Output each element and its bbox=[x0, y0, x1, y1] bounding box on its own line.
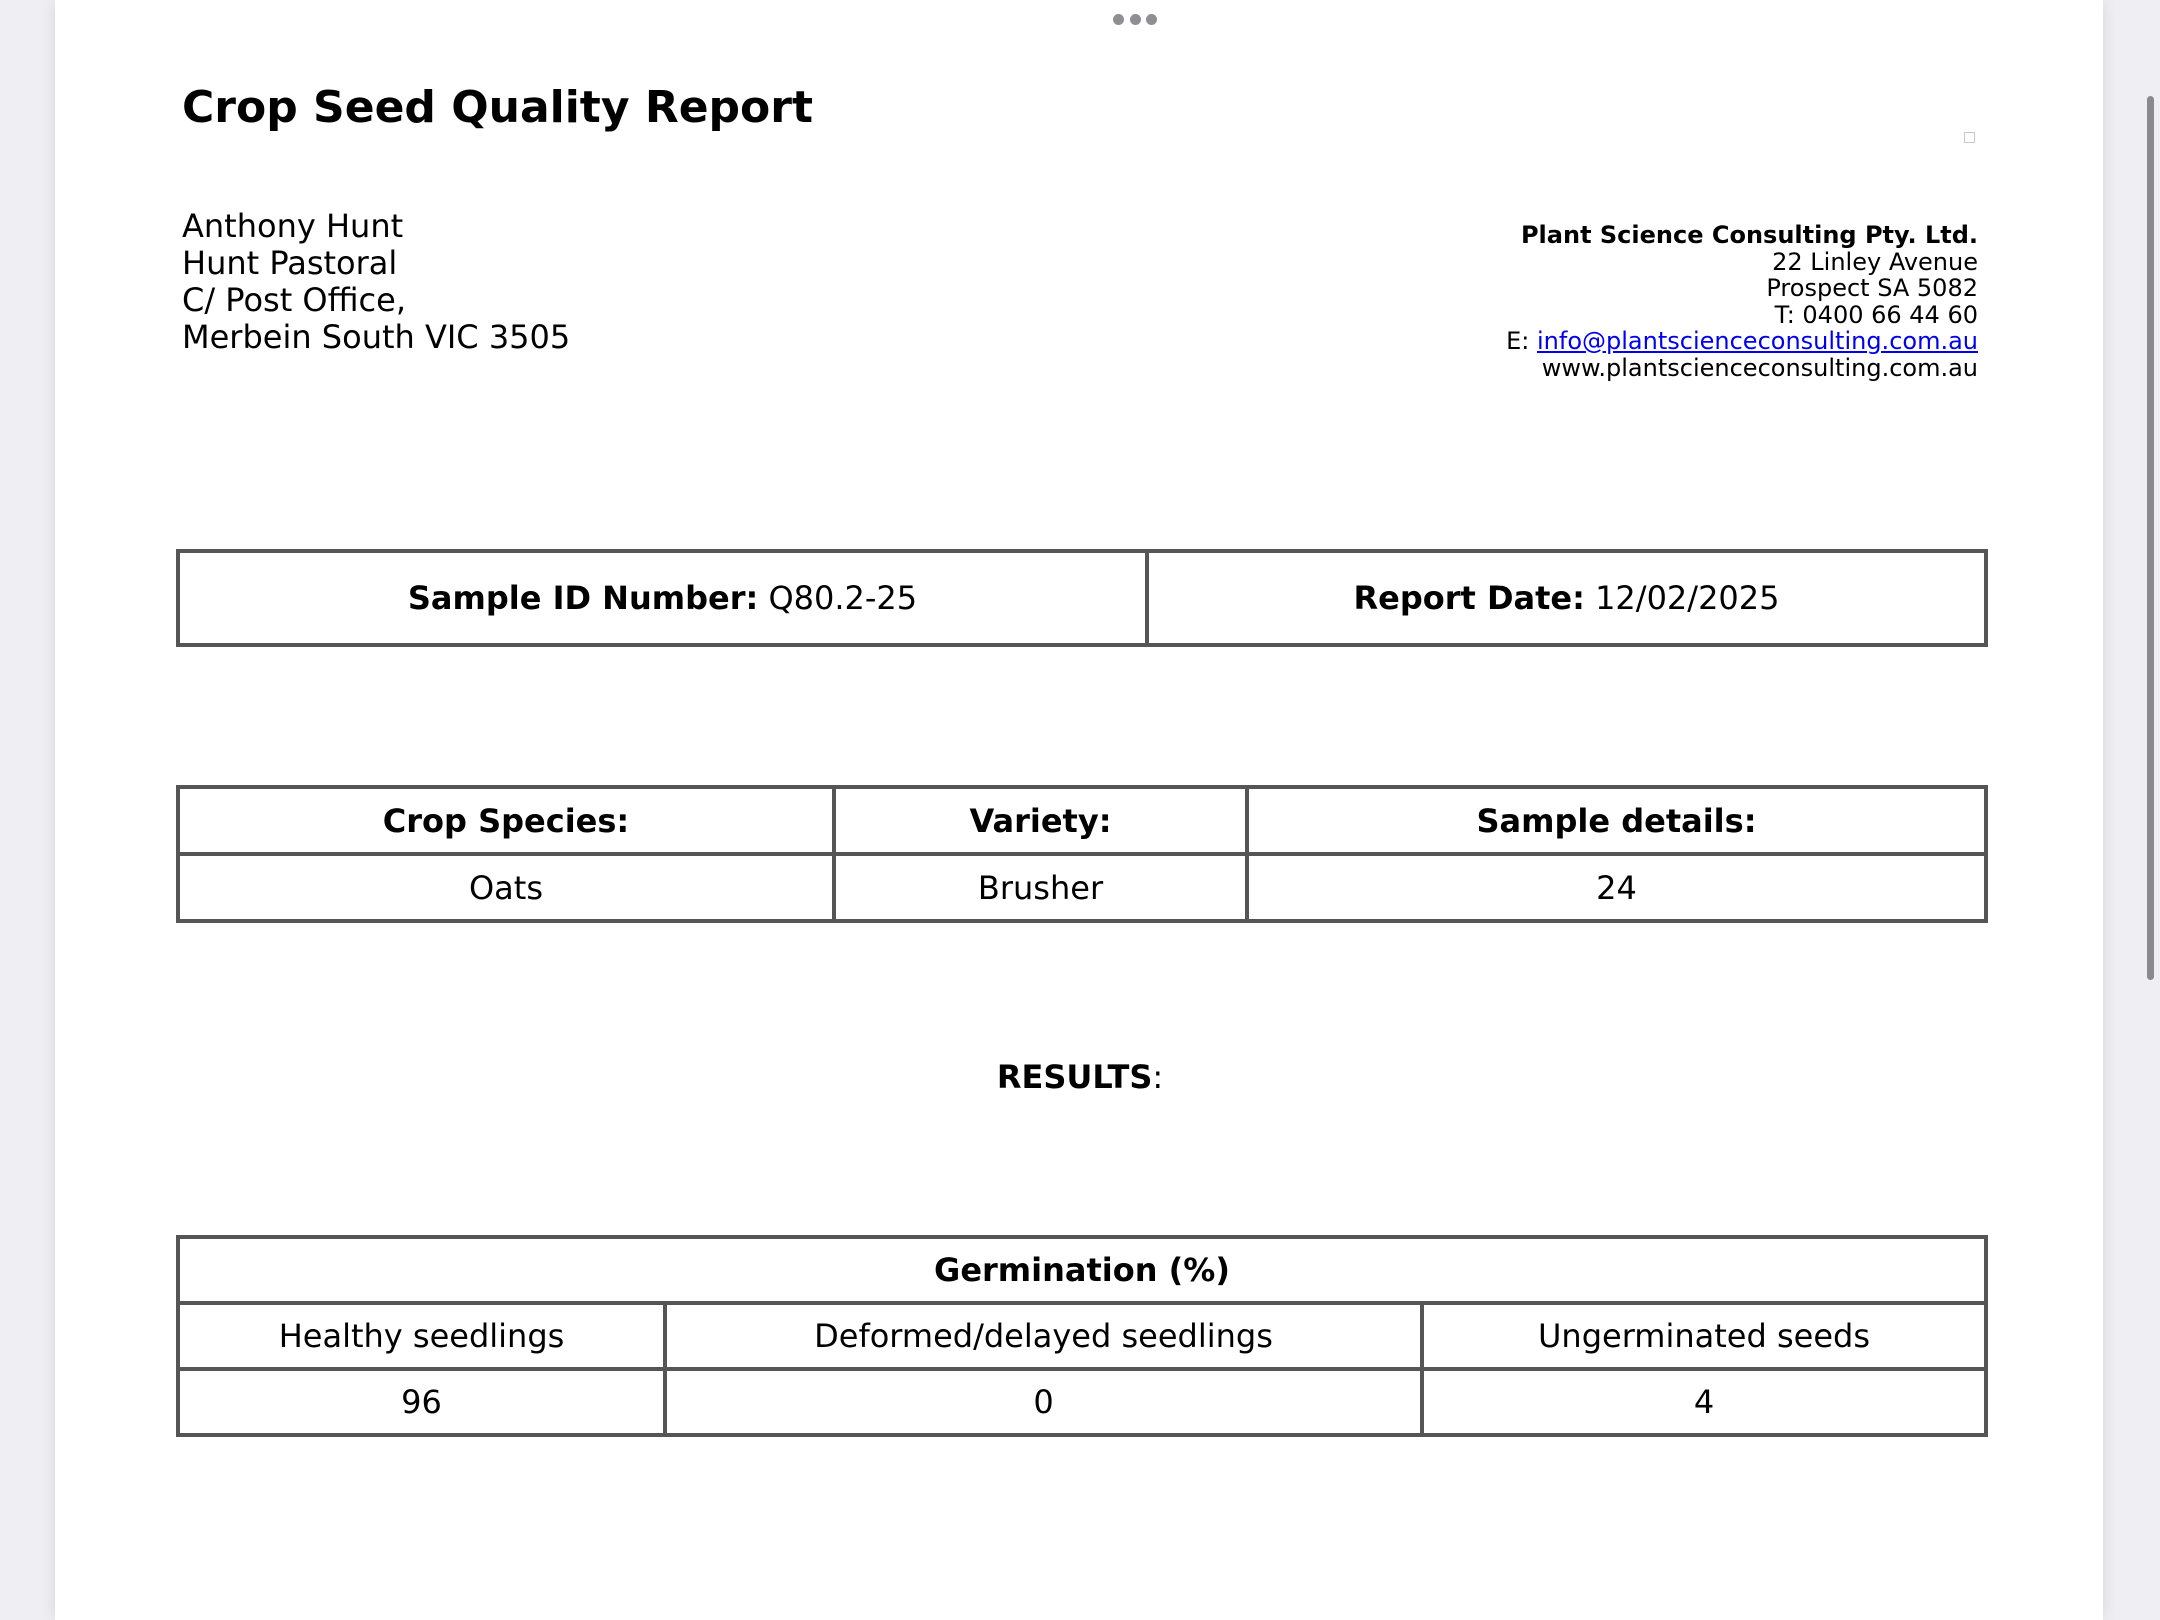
company-phone: T: 0400 66 44 60 bbox=[1774, 300, 1978, 329]
table-header-row bbox=[178, 787, 1986, 854]
results-heading bbox=[0, 1058, 2160, 1096]
sample-details-header: Sample details: bbox=[1247, 787, 1986, 854]
sample-id-cell bbox=[178, 551, 1147, 645]
dot bbox=[1146, 14, 1157, 25]
variety-value: Brusher bbox=[834, 854, 1247, 921]
email-prefix: E: bbox=[1506, 327, 1538, 355]
recipient-street: C/ Post Office, bbox=[182, 281, 406, 319]
more-options-icon[interactable] bbox=[1113, 14, 1157, 26]
crop-species-header: Crop Species: bbox=[178, 787, 834, 854]
germination-table bbox=[176, 1235, 1988, 1437]
ungerminated-seeds-header: Ungerminated seeds bbox=[1422, 1303, 1986, 1369]
crop-details-table bbox=[176, 785, 1988, 923]
recipient-business: Hunt Pastoral bbox=[182, 244, 398, 282]
crop-species-value: Oats bbox=[178, 854, 834, 921]
sample-id-value: Q80.2-25 bbox=[768, 579, 918, 617]
company-name: Plant Science Consulting Pty. Ltd. bbox=[1520, 221, 1978, 249]
dot bbox=[1113, 14, 1124, 25]
table-row bbox=[178, 1369, 1986, 1435]
sample-id-label: Sample ID Number: bbox=[407, 579, 759, 617]
report-title: Crop Seed Quality Report bbox=[182, 82, 814, 133]
results-label: RESULTS bbox=[996, 1058, 1153, 1096]
healthy-seedlings-header: Healthy seedlings bbox=[178, 1303, 665, 1369]
sample-details-value: 24 bbox=[1247, 854, 1986, 921]
recipient-name: Anthony Hunt bbox=[182, 207, 404, 245]
company-address-line-2: Prospect SA 5082 bbox=[1766, 274, 1978, 302]
table-header-row bbox=[178, 1303, 1986, 1369]
company-email-line bbox=[1350, 328, 1978, 355]
report-date-value: 12/02/2025 bbox=[1595, 579, 1780, 617]
table-row bbox=[178, 551, 1986, 645]
company-website: www.plantscienceconsulting.com.au bbox=[1541, 353, 1978, 382]
report-date-label: Report Date: bbox=[1353, 579, 1585, 617]
report-date-cell bbox=[1147, 551, 1986, 645]
placeholder-box-icon bbox=[1964, 132, 1975, 143]
deformed-seedlings-header: Deformed/delayed seedlings bbox=[665, 1303, 1422, 1369]
deformed-seedlings-value: 0 bbox=[665, 1369, 1422, 1435]
company-address-line-1: 22 Linley Avenue bbox=[1772, 247, 1978, 276]
dot bbox=[1130, 14, 1141, 25]
recipient-locality: Merbein South VIC 3505 bbox=[182, 318, 571, 356]
company-address bbox=[1350, 222, 1978, 381]
company-email-link[interactable]: info@plantscienceconsulting.com.au bbox=[1537, 327, 1978, 355]
germination-title: Germination (%) bbox=[178, 1237, 1986, 1303]
sample-info-table bbox=[176, 549, 1988, 647]
variety-header: Variety: bbox=[834, 787, 1247, 854]
ungerminated-seeds-value: 4 bbox=[1422, 1369, 1986, 1435]
recipient-address bbox=[182, 208, 570, 356]
healthy-seedlings-value: 96 bbox=[178, 1369, 665, 1435]
table-row bbox=[178, 854, 1986, 921]
vertical-scrollbar[interactable] bbox=[2147, 96, 2154, 980]
table-title-row bbox=[178, 1237, 1986, 1303]
results-colon: : bbox=[1152, 1058, 1164, 1096]
